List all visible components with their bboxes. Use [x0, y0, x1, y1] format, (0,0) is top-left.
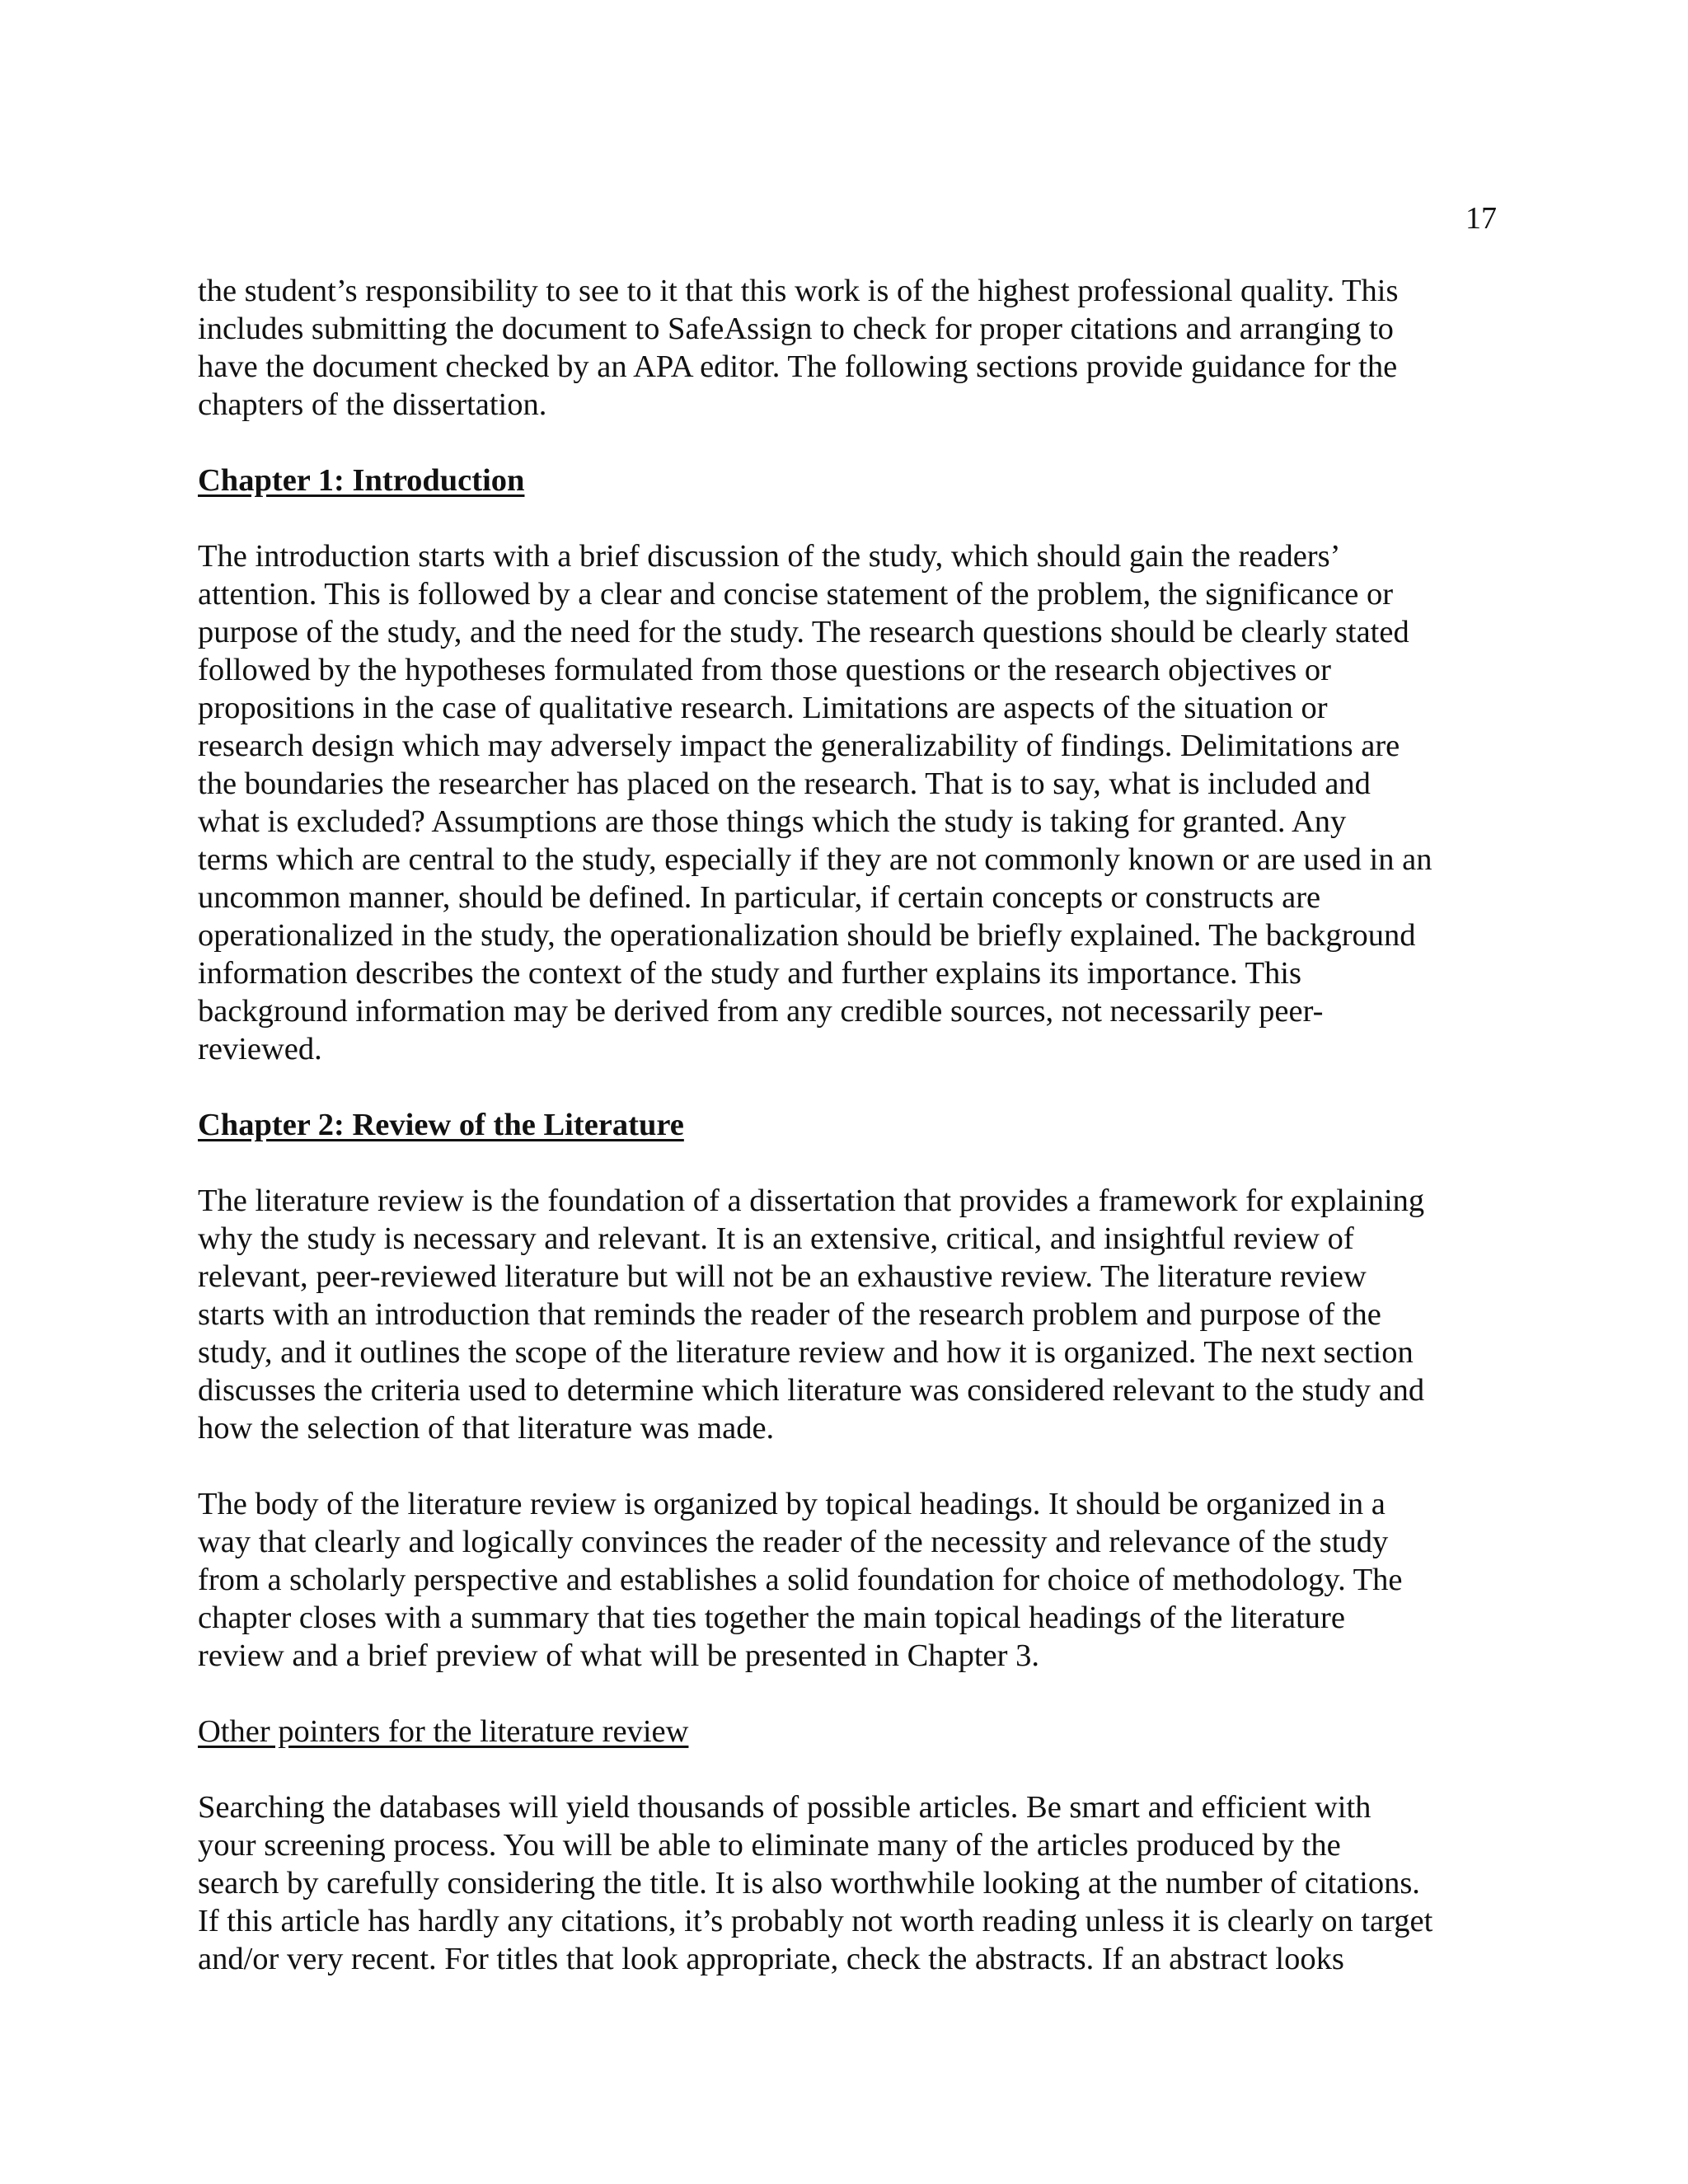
paragraph-line: reviewed. — [198, 1032, 322, 1066]
chapter-heading: Chapter 2: Review of the Literature — [198, 1108, 684, 1142]
paragraph-line: terms which are central to the study, especially if they are not commonly known or are used in an — [198, 842, 1432, 877]
paragraph-line: If this article has hardly any citations, it’s probably not worth reading unless it is clearly on target — [198, 1904, 1433, 1938]
paragraph-line: and/or very recent. For titles that look appropriate, check the abstracts. If an abstract looks — [198, 1942, 1344, 1976]
paragraph-line: how the selection of that literature was made. — [198, 1411, 775, 1446]
paragraph-line: information describes the context of the study and further explains its importance. This — [198, 956, 1301, 991]
paragraph-line: chapter closes with a summary that ties together the main topical headings of the literature — [198, 1601, 1345, 1635]
paragraph-line: chapters of the dissertation. — [198, 387, 547, 422]
paragraph-line: includes submitting the document to SafeAssign to check for proper citations and arranging to — [198, 312, 1394, 346]
paragraph-line: The introduction starts with a brief discussion of the study, which should gain the readers’ — [198, 539, 1341, 574]
body-paragraph — [198, 1485, 1484, 1675]
paragraph-line: the student’s responsibility to see to it that this work is of the highest professional quality. This — [198, 274, 1399, 308]
paragraph-line: search by carefully considering the title. It is also worthwhile looking at the number of citations. — [198, 1866, 1420, 1900]
page-number: 17 — [1465, 201, 1497, 236]
paragraph-line: the boundaries the researcher has placed on the research. That is to say, what is included and — [198, 766, 1371, 801]
document-body — [198, 272, 1484, 2016]
body-paragraph — [198, 1182, 1484, 1447]
paragraph-line: background information may be derived from any credible sources, not necessarily peer- — [198, 994, 1324, 1029]
body-paragraph — [198, 1788, 1484, 1978]
paragraph-line: starts with an introduction that reminds the reader of the research problem and purpose of the — [198, 1297, 1381, 1332]
chapter-heading: Chapter 1: Introduction — [198, 463, 525, 498]
body-paragraph — [198, 537, 1484, 1068]
paragraph-line: operationalized in the study, the operationalization should be briefly explained. The background — [198, 918, 1416, 953]
paragraph-line: uncommon manner, should be defined. In particular, if certain concepts or constructs are — [198, 880, 1321, 915]
paragraph-line: study, and it outlines the scope of the literature review and how it is organized. The next section — [198, 1335, 1414, 1370]
paragraph-line: review and a brief preview of what will be presented in Chapter 3. — [198, 1638, 1039, 1673]
paragraph-line: propositions in the case of qualitative research. Limitations are aspects of the situation or — [198, 691, 1328, 725]
paragraph-line: discusses the criteria used to determine which literature was considered relevant to the study and — [198, 1373, 1425, 1408]
section-subheading: Other pointers for the literature review — [198, 1714, 689, 1749]
paragraph-line: why the study is necessary and relevant. It is an extensive, critical, and insightful review of — [198, 1221, 1354, 1256]
paragraph-line: relevant, peer-reviewed literature but will not be an exhaustive review. The literature review — [198, 1259, 1367, 1294]
paragraph-line: your screening process. You will be able to eliminate many of the articles produced by the — [198, 1828, 1341, 1863]
paragraph-line: The literature review is the foundation of a dissertation that provides a framework for explaining — [198, 1183, 1425, 1218]
paragraph-line: research design which may adversely impact the generalizability of findings. Delimitations are — [198, 729, 1400, 763]
paragraph-line: attention. This is followed by a clear and concise statement of the problem, the significance or — [198, 577, 1394, 612]
paragraph-line: what is excluded? Assumptions are those things which the study is taking for granted. Any — [198, 804, 1347, 839]
paragraph-line: way that clearly and logically convinces the reader of the necessity and relevance of the study — [198, 1525, 1389, 1559]
paragraph-line: from a scholarly perspective and establishes a solid foundation for choice of methodology. The — [198, 1563, 1403, 1597]
paragraph-line: The body of the literature review is organized by topical headings. It should be organized in a — [198, 1487, 1386, 1521]
paragraph-line: Searching the databases will yield thousands of possible articles. Be smart and efficient with — [198, 1790, 1372, 1825]
paragraph-line: have the document checked by an APA editor. The following sections provide guidance for the — [198, 349, 1398, 384]
paragraph-line: purpose of the study, and the need for the study. The research questions should be clearly stated — [198, 615, 1409, 649]
paragraph-line: followed by the hypotheses formulated from those questions or the research objectives or — [198, 653, 1331, 687]
body-paragraph — [198, 272, 1484, 424]
